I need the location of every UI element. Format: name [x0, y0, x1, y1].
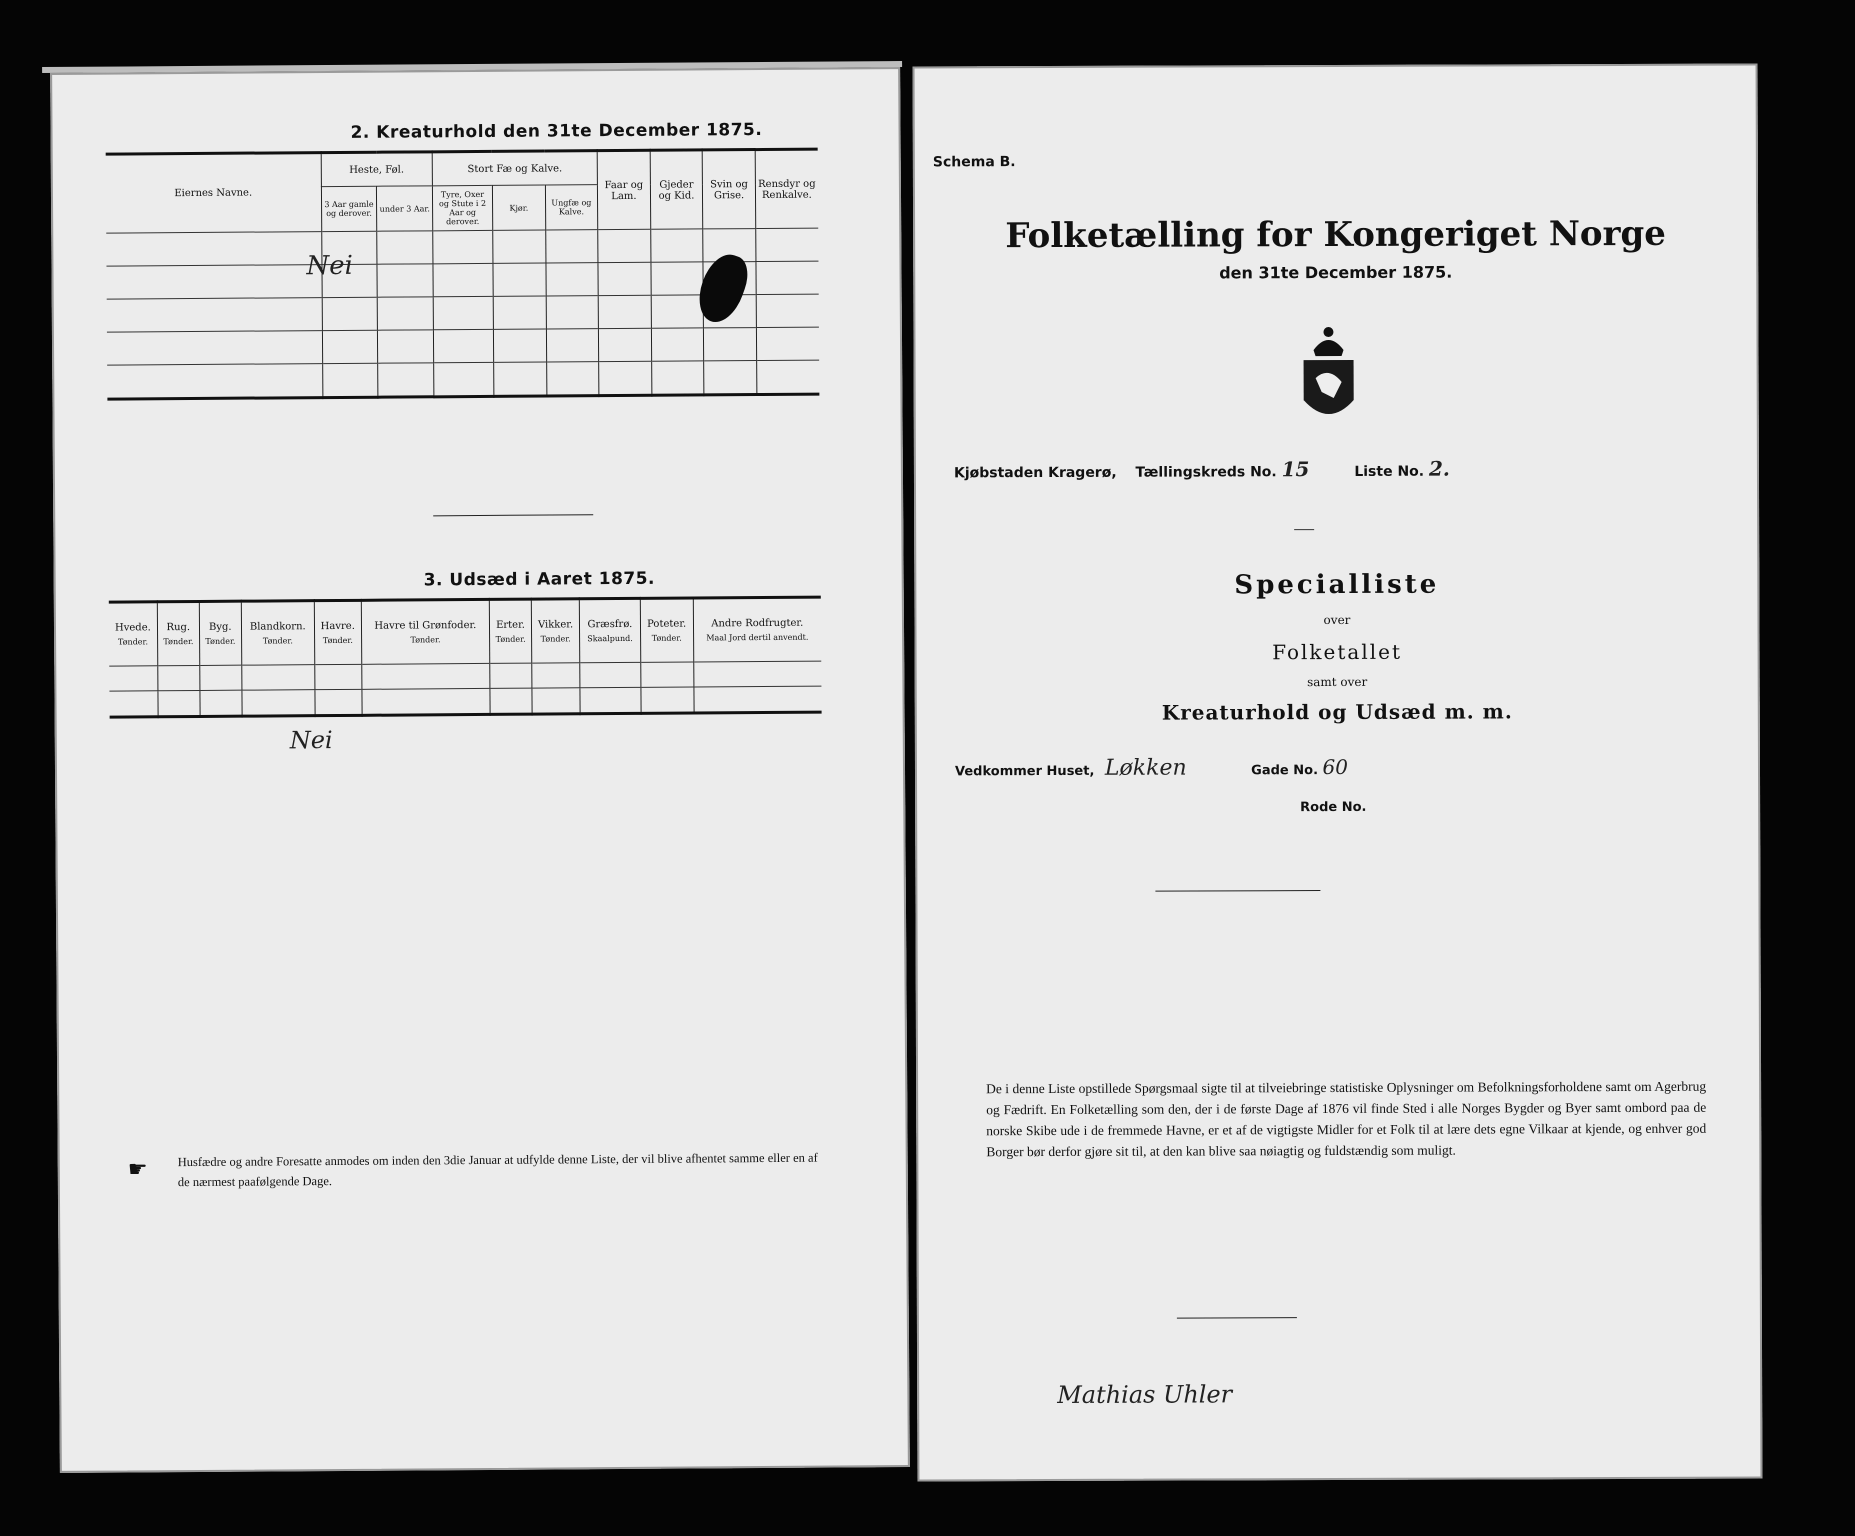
- seed-col-name: Vikker.: [537, 619, 574, 631]
- page-title: Folketælling for Kongeriget Norge: [1005, 213, 1666, 257]
- seed-col-header: [314, 600, 361, 664]
- district-label: Tællingskreds No.: [1135, 464, 1277, 481]
- footnote: Husfædre og andre Foresatte anmodes om inden den 3die Januar at udfylde denne Liste, der vil blive afhentet samme eller en af de nærmest paafølgende Dage.: [177, 1150, 818, 1190]
- seed-title: 3. Udsæd i Aaret 1875.: [423, 568, 656, 591]
- folketallet-text: Folketallet: [1272, 639, 1403, 665]
- col-cattle: Stort Fæ og Kalve.: [432, 151, 597, 186]
- seed-cell: [362, 663, 490, 689]
- seed-col-header: [693, 597, 821, 662]
- signature: Mathias Uhler: [1057, 1380, 1233, 1409]
- house-label: Vedkommer Huset,: [954, 763, 1095, 780]
- seed-cell: [242, 665, 315, 691]
- pointing-hand-icon: ☛: [127, 1157, 148, 1183]
- seed-cell: [158, 665, 200, 690]
- seed-cell: [580, 687, 641, 713]
- seed-col-name: Andre Rodfrugter.: [711, 617, 804, 630]
- seed-col-unit: Tønder.: [651, 633, 682, 643]
- over-text: over: [1323, 612, 1351, 628]
- seed-col-unit: Tønder.: [540, 634, 571, 644]
- list-value: 2.: [1428, 456, 1450, 481]
- gade-value: 60: [1322, 754, 1349, 780]
- specialliste-heading: Specialliste: [1234, 569, 1440, 601]
- seed-col-name: Græsfrø.: [587, 618, 633, 631]
- district-value: 15: [1281, 457, 1310, 482]
- seed-col-unit: Tønder.: [205, 636, 236, 646]
- schema-label: Schema B.: [932, 154, 1016, 171]
- seed-col-unit: Tønder.: [262, 636, 293, 646]
- seed-cell: [200, 690, 242, 716]
- seed-cell: [693, 661, 821, 687]
- seed-cell: [200, 665, 242, 690]
- divider: [1177, 1317, 1297, 1318]
- seed-cell: [158, 690, 200, 716]
- seed-entry: Nei: [289, 726, 333, 755]
- seed-cell: [315, 689, 362, 715]
- seed-cell: [532, 663, 580, 688]
- seed-col-unit: Tønder.: [410, 635, 441, 645]
- seed-col-header: [361, 599, 490, 664]
- seed-col-header: [640, 598, 693, 662]
- col-sheep: Faar og Lam.: [597, 150, 650, 229]
- seed-table: [109, 596, 822, 721]
- list-label: Liste No.: [1354, 463, 1425, 480]
- seed-col-header: [489, 599, 531, 663]
- page-edge: [42, 61, 902, 73]
- seed-cell: [693, 686, 821, 713]
- left-page: [50, 67, 910, 1473]
- seed-col-unit: Tønder.: [163, 636, 194, 647]
- seed-col-name: Rug.: [166, 622, 191, 634]
- seed-col-name: Byg.: [208, 621, 232, 633]
- col-pigs: Svin og Grise.: [702, 150, 755, 229]
- seed-col-unit: Tønder.: [322, 635, 353, 646]
- divider: [1294, 529, 1314, 530]
- seed-col-name: Havre.: [320, 620, 355, 633]
- seed-col-header: [241, 601, 314, 666]
- gade-label: Gade No.: [1251, 763, 1319, 779]
- seed-cell: [362, 688, 490, 715]
- seed-col-header: [531, 599, 580, 663]
- col-goats: Gjeder og Kid.: [650, 150, 703, 229]
- samt-over-text: samt over: [1307, 674, 1368, 690]
- seed-cell: [490, 663, 532, 688]
- livestock-entry: Nei: [306, 250, 354, 282]
- seed-cell: [109, 691, 157, 717]
- town-value: Kragerø,: [1048, 464, 1117, 482]
- seed-col-header: [109, 602, 158, 666]
- seed-col-header: [157, 601, 199, 665]
- page-subtitle: den 31te December 1875.: [1219, 262, 1453, 283]
- seed-col-unit: Skaalpund.: [587, 633, 633, 644]
- col-reindeer: Rensdyr og Renkalve.: [755, 149, 818, 228]
- coat-of-arms-icon: [1293, 320, 1363, 430]
- seed-cell: [640, 662, 693, 687]
- right-page: [913, 64, 1763, 1482]
- seed-col-header: [199, 601, 241, 665]
- seed-col-name: Blandkorn.: [249, 621, 306, 633]
- divider: [433, 514, 593, 516]
- col-horses-b: under 3 Aar.: [377, 186, 433, 231]
- livestock-title: 2. Kreaturhold den 31te December 1875.: [350, 120, 763, 143]
- seed-cell: [242, 690, 315, 717]
- seed-cell: [109, 666, 157, 691]
- divider: [1155, 890, 1320, 892]
- col-horses: Heste, Føl.: [321, 152, 433, 187]
- seed-col-name: Poteter.: [647, 618, 687, 630]
- seed-col-header: [579, 598, 640, 662]
- seed-cell: [580, 662, 641, 687]
- seed-cell: [641, 687, 694, 713]
- seed-cell: [532, 688, 580, 714]
- seed-col-unit: Tønder.: [117, 637, 149, 647]
- col-cattle-a: Tyre, Oxer og Stute i 2 Aar og derover.: [432, 185, 492, 230]
- seed-col-name: Hvede.: [114, 622, 151, 634]
- col-horses-a: 3 Aar gamle og derover.: [321, 186, 377, 231]
- town-label: Kjøbstaden: [953, 465, 1044, 482]
- col-cattle-b: Kjør.: [492, 185, 545, 230]
- seed-col-unit: Maal Jord dertil anvendt.: [706, 632, 809, 643]
- seed-col-unit: Tønder.: [495, 634, 526, 644]
- col-owner: Eiernes Navne.: [106, 153, 322, 233]
- seed-col-name: Havre til Grønfoder.: [374, 620, 477, 632]
- col-cattle-c: Ungfæ og Kalve.: [545, 185, 598, 230]
- rode-label: Rode No.: [1300, 799, 1367, 816]
- table-row: [106, 232, 321, 267]
- seed-cell: [315, 664, 362, 689]
- seed-cell: [490, 688, 532, 714]
- house-value: Løkken: [1104, 755, 1187, 781]
- seed-col-name: Erter.: [496, 619, 525, 631]
- info-paragraph: De i denne Liste opstillede Spørgsmaal sigte til at tilveiebringe statistiske Oplysninger om Befolkningsforholdene samt om Agerbrug og Fædrift. En Folketælling som den, der i de første Dage af 1876 vil finde Sted i alle Norges Bygder og Byer samt ombord paa de norske Skibe ude i de fremmede Havne, er et af de vigtigste Midler for et Folk til at lære dets egne Vilkaar at kjende, og enhver god Borger bør derfor gjøre sit til, at den kan blive saa nøiagtig og fuldstændig som muligt.: [986, 1078, 1707, 1160]
- kreaturhold-text: Kreaturhold og Udsæd m. m.: [1161, 699, 1513, 725]
